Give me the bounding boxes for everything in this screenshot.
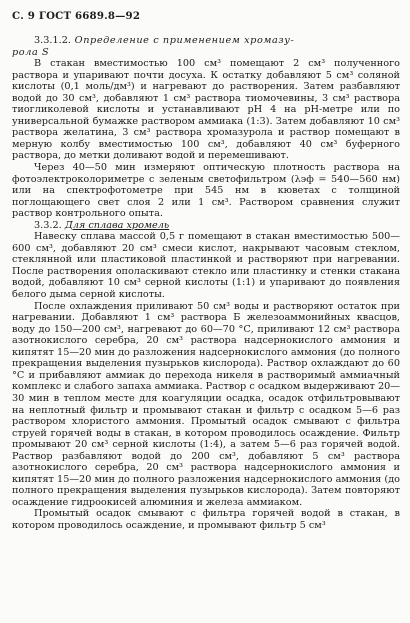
section-title-line-2: рола S [12,46,50,58]
paragraph: Навеску сплава массой 0,5 г помещают в стакан вместимостью 500—600 см³, добавляют 20 см³ смеси кислот, накрывают часовым стеклом, стеклянной или пластиковой пластинкой и растворяют при нагревании. После растворения ополаскивают стекло или пластинку и стенки стакана водой, добавляют 10 см³ серной кислоты (1:1) и упаривают до появления белого дыма серной кислоты. [12,231,400,301]
document-body [12,35,400,532]
section-number: 3.3.1.2. [34,35,71,46]
paragraph: Промытый осадок смывают с фильтра горячей водой в стакан, в котором проводилось осаждение, и промывают фильтр 5 см³ [12,508,400,531]
section-heading-3-3-2 [12,220,400,232]
section-title: Для сплава хромель [64,219,170,231]
paragraph: В стакан вместимостью 100 см³ помещают 2 см³ полученного раствора и упаривают почти досуха. К остатку добавляют 5 см³ соляной кислоты (0,1 моль/дм³) и нагревают до растворения. Затем разбавляют водой до 30 см³, добавляют 1 см³ раствора тиомочевины, 3 см³ раствора тиогликолевой кислоты и устанавливают pH 4 на pH-метре или по универсальной бумажке раствором аммиака (1:3). Затем добавляют 10 см³ раствора желатина, 3 см³ раствора хромазурола и раствор помещают в мерную колбу вместимостью 100 см³, добавляют 40 см³ буферного раствора, до метки доливают водой и перемешивают. [12,58,400,162]
page-header: С. 9 ГОСТ 6689.8—92 [12,10,141,22]
paragraph: После охлаждения приливают 50 см³ воды и растворяют остаток при нагревании. Добавляют 1 см³ раствора Б железоаммонийных квасцов, воду до 150—200 см³, нагревают до 60—70 °С, приливают 12 см³ раствора азотнокислого серебра, 20 см³ раствора надсернокислого аммония и кипятят 15—20 мин до разложения надсернокислого аммония (до полного прекращения выделения пузырьков кислорода). Раствор охлаждают до 60 °С и прибавляют аммиак до перехода никеля в растворимый аммиачный комплекс и слабого запаха аммиака. Раствор с осадком выдерживают 20—30 мин в теплом месте для коагуляции осадка, осадок отфильтровывают на неплотный фильтр и промывают стакан и фильтр с осадком 5—6 раз раствором хлористого аммония. Промытый осадок смывают с фильтра струей горячей воды в стакан, в котором проводилось осаждение. Фильтр промывают 20 см³ серной кислоты (1:4), а затем 5—6 раз горячей водой. Раствор разбавляют водой до 200 см³, добавляют 5 см³ раствора азотнокислого серебра, 20 см³ раствора надсернокислого аммония и кипятят 15—20 мин до полного разложения надсернокислого аммония (до полного прекращения выделения пузырьков кислорода). Затем повторяют осаждение гидроокисей алюминия и железа аммиаком. [12,300,400,508]
paragraph: Через 40—50 мин измеряют оптическую плотность раствора на фотоэлектроколориметре с зеленым светофильтром (λэф = 540—560 нм) или на спектрофотометре при 545 нм в кюветах с толщиной поглощающего свет слоя 2 или 1 см³. Раствором сравнения служит раствор контрольного опыта. [12,162,400,220]
section-title-line-1: Определение с применением хромазу- [74,35,295,46]
section-number: 3.3.2. [34,219,62,231]
section-heading-3-3-1-2 [12,35,400,58]
